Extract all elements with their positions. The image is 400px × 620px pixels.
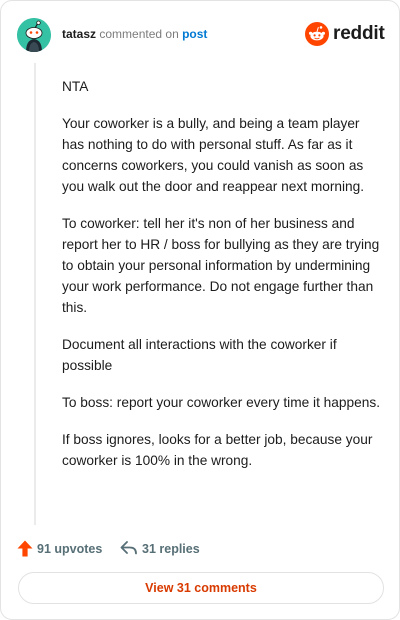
comment-header <box>17 18 383 52</box>
snoo-avatar-icon <box>17 18 51 52</box>
replies-count: 31 replies <box>142 542 200 556</box>
upvote-count: 91 upvotes <box>37 542 103 556</box>
reddit-brand[interactable] <box>305 22 383 48</box>
comment-body <box>62 76 382 487</box>
reddit-logo-icon <box>305 22 329 46</box>
reddit-wordmark: reddit <box>333 23 385 44</box>
comment-meta <box>62 27 207 41</box>
reply-arrow-icon <box>120 540 138 556</box>
comment-paragraph: If boss ignores, looks for a better job, because your coworker is 100% in the wrong. <box>62 432 373 468</box>
username-link[interactable]: tatasz <box>62 27 97 41</box>
user-avatar[interactable] <box>17 18 51 52</box>
comment-paragraph: Your coworker is a bully, and being a team player has nothing to do with personal stuff. As far as it concerns coworkers, you could vanish as soon as you walk out the door and reappear next morning. <box>62 116 365 194</box>
comment-paragraph: NTA <box>62 79 89 94</box>
comment-paragraph: To coworker: tell her it's non of her business and report her to HR / boss for bullying as they are trying to obtain your personal information by undermining your work performance. Do not engage further than this. <box>62 216 380 315</box>
thread-line[interactable] <box>34 63 36 525</box>
comment-paragraph: Document all interactions with the coworker if possible <box>62 337 337 373</box>
post-link[interactable]: post <box>182 27 208 41</box>
view-comments-button[interactable]: View 31 comments <box>18 572 384 604</box>
upvote-arrow-icon <box>17 540 33 557</box>
comment-actions <box>17 537 383 559</box>
action-text: commented on <box>99 27 179 41</box>
comment-paragraph: To boss: report your coworker every time it happens. <box>62 395 380 410</box>
